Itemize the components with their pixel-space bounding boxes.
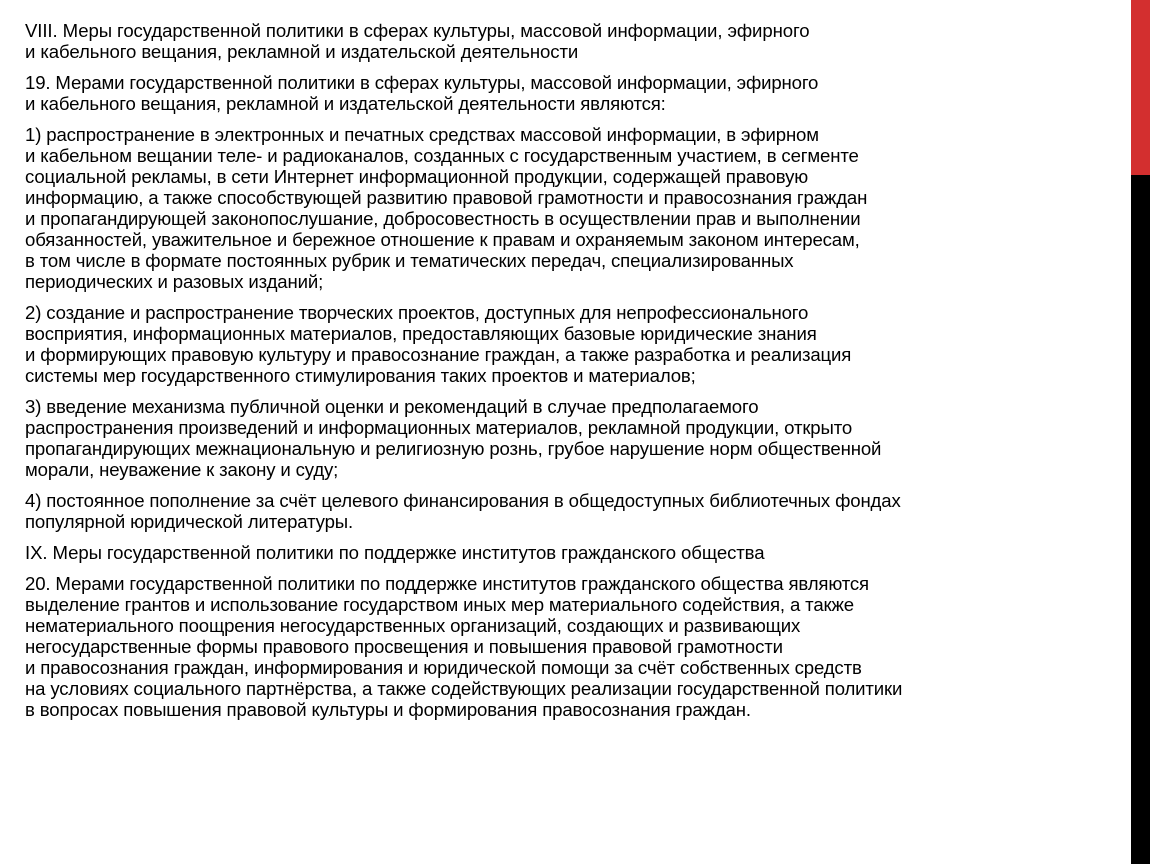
section-heading-viii: VIII. Меры государственной политики в сферах культуры, массовой информации, эфирного и кабельного вещания, рекламной и издательской деятельности xyxy=(25,20,810,62)
clause-19-item-1: 1) распространение в электронных и печатных средствах массовой информации, в эфирном и кабельном вещании теле- и радиоканалов, созданных с государственным участием, в сегменте социальной рекламы, в сети Интернет информационной продукции, содержащей правовую информацию, а также способствующей развитию правовой грамотности и правосознания граждан и пропагандирующей законопослушание, добросовестность в осуществлении прав и выполнении обязанностей, уважительное и бережное отношение к правам и охраняемым законом интересам, в том числе в формате постоянных рубрик и тематических передач, специализированных периодических и разовых изданий; xyxy=(25,124,868,292)
clause-19-item-4: 4) постоянное пополнение за счёт целевого финансирования в общедоступных библиотечных фондах популярной юридической литературы. xyxy=(25,490,901,532)
clause-19-intro: 19. Мерами государственной политики в сферах культуры, массовой информации, эфирного и кабельного вещания, рекламной и издательской деятельности являются: xyxy=(25,72,819,114)
section-heading-ix: IX. Меры государственной политики по поддержке институтов гражданского общества xyxy=(25,542,765,563)
slide-content xyxy=(25,20,1105,730)
clause-20: 20. Мерами государственной политики по поддержке институтов гражданского общества являются выделение грантов и использование государством иных мер материального содействия, а также нематериального поощрения негосударственных организаций, создающих и развивающих негосударственные формы правового просвещения и повышения правовой грамотности и правосознания граждан, информирования и юридической помощи за счёт собственных средств на условиях социального партнёрства, а также содействующих реализации государственной политики в вопросах повышения правовой культуры и формирования правосознания граждан. xyxy=(25,573,903,720)
clause-19-item-3: 3) введение механизма публичной оценки и рекомендаций в случае предполагаемого распространения произведений и информационных материалов, рекламной продукции, открыто пропагандирующих межнациональную и религиозную рознь, грубое нарушение норм общественной морали, неуважение к закону и суду; xyxy=(25,396,882,480)
accent-bar-red xyxy=(1131,0,1150,175)
clause-19-item-2: 2) создание и распространение творческих проектов, доступных для непрофессионального восприятия, информационных материалов, предоставляющих базовые юридические знания и формирующих правовую культуру и правосознание граждан, а также разработка и реализация системы мер государственного стимулирования таких проектов и материалов; xyxy=(25,302,852,386)
